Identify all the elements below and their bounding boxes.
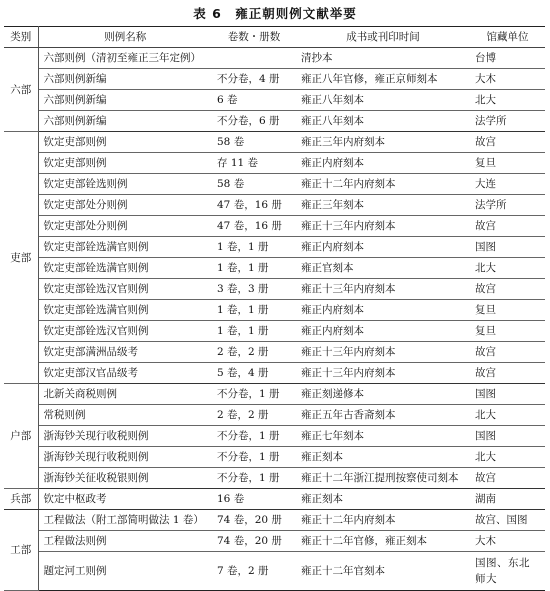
table-title <box>4 4 546 24</box>
table-row <box>4 279 545 300</box>
table-row <box>4 153 545 174</box>
holder-cell: 湖南 <box>470 489 545 510</box>
date-cell: 雍正十二年内府刻本 <box>296 174 470 195</box>
date-cell: 雍正八年刻本 <box>296 111 470 132</box>
table-row <box>4 510 545 531</box>
volumes-cell: 1 卷，1 册 <box>212 237 296 258</box>
name-cell: 六部则例新编 <box>38 69 212 90</box>
volumes-cell: 58 卷 <box>212 174 296 195</box>
header-date: 成书或刊印时间 <box>296 27 470 48</box>
volumes-cell: 7 卷，2 册 <box>212 552 296 591</box>
name-cell: 钦定吏部处分则例 <box>38 195 212 216</box>
holder-cell: 复旦 <box>470 321 545 342</box>
regulations-table <box>4 26 545 591</box>
date-cell: 雍正内府刻本 <box>296 237 470 258</box>
table-row <box>4 405 545 426</box>
table-row <box>4 69 545 90</box>
holder-cell: 故宫 <box>470 363 545 384</box>
date-cell: 雍正十二年内府刻本 <box>296 510 470 531</box>
holder-cell: 台博 <box>470 48 545 69</box>
name-cell: 六部则例新编 <box>38 90 212 111</box>
table-row <box>4 300 545 321</box>
holder-cell: 国图、东北师大 <box>470 552 545 591</box>
date-cell: 雍正十三年内府刻本 <box>296 363 470 384</box>
name-cell: 钦定吏部则例 <box>38 153 212 174</box>
holder-cell: 故宫 <box>470 216 545 237</box>
volumes-cell: 58 卷 <box>212 132 296 153</box>
name-cell: 浙海钞关征收税银则例 <box>38 468 212 489</box>
table-row <box>4 552 545 591</box>
table-number: 表 6 <box>193 6 222 21</box>
date-cell: 雍正内府刻本 <box>296 153 470 174</box>
holder-cell: 北大 <box>470 447 545 468</box>
holder-cell: 故宫、国图 <box>470 510 545 531</box>
date-cell: 雍正十三年内府刻本 <box>296 216 470 237</box>
holder-cell: 国图 <box>470 384 545 405</box>
category-cell: 六部 <box>4 48 38 132</box>
name-cell: 常税则例 <box>38 405 212 426</box>
category-cell: 户部 <box>4 384 38 489</box>
volumes-cell: 5 卷，4 册 <box>212 363 296 384</box>
date-cell: 雍正刻本 <box>296 447 470 468</box>
table-row <box>4 48 545 69</box>
header-category: 类别 <box>4 27 38 48</box>
name-cell: 钦定吏部铨选则例 <box>38 174 212 195</box>
holder-cell: 法学所 <box>470 111 545 132</box>
category-cell: 工部 <box>4 510 38 591</box>
date-cell: 雍正刻本 <box>296 489 470 510</box>
name-cell: 题定河工则例 <box>38 552 212 591</box>
table-row <box>4 195 545 216</box>
name-cell: 钦定吏部铨选满官则例 <box>38 300 212 321</box>
date-cell: 雍正八年刻本 <box>296 90 470 111</box>
holder-cell: 复旦 <box>470 300 545 321</box>
name-cell: 六部则例新编 <box>38 111 212 132</box>
table-caption: 雍正朝则例文献举要 <box>235 6 357 21</box>
volumes-cell: 不分卷，1 册 <box>212 384 296 405</box>
table-row <box>4 216 545 237</box>
table-row <box>4 426 545 447</box>
volumes-cell: 不分卷，1 册 <box>212 468 296 489</box>
holder-cell: 大木 <box>470 69 545 90</box>
volumes-cell: 16 卷 <box>212 489 296 510</box>
date-cell: 雍正内府刻本 <box>296 321 470 342</box>
date-cell: 雍正官刻本 <box>296 258 470 279</box>
holder-cell: 北大 <box>470 405 545 426</box>
holder-cell: 大连 <box>470 174 545 195</box>
name-cell: 六部则例（清初至雍正三年定例） <box>38 48 212 69</box>
category-cell: 吏部 <box>4 132 38 384</box>
volumes-cell: 3 卷，3 册 <box>212 279 296 300</box>
table-row <box>4 174 545 195</box>
date-cell: 雍正三年刻本 <box>296 195 470 216</box>
table-row <box>4 489 545 510</box>
volumes-cell: 不分卷，4 册 <box>212 69 296 90</box>
table-row <box>4 132 545 153</box>
date-cell: 雍正八年官修，雍正京师刻本 <box>296 69 470 90</box>
date-cell: 雍正刻递修本 <box>296 384 470 405</box>
volumes-cell: 2 卷，2 册 <box>212 405 296 426</box>
name-cell: 钦定吏部铨选汉官则例 <box>38 321 212 342</box>
holder-cell: 故宫 <box>470 279 545 300</box>
name-cell: 工程做法则例 <box>38 531 212 552</box>
header-holder: 馆藏单位 <box>470 27 545 48</box>
date-cell: 雍正五年古香斋刻本 <box>296 405 470 426</box>
volumes-cell: 存 11 卷 <box>212 153 296 174</box>
volumes-cell: 74 卷，20 册 <box>212 510 296 531</box>
date-cell: 清抄本 <box>296 48 470 69</box>
name-cell: 工程做法（附工部简明做法 1 卷） <box>38 510 212 531</box>
volumes-cell: 不分卷，1 册 <box>212 426 296 447</box>
table-row <box>4 111 545 132</box>
table-row <box>4 342 545 363</box>
date-cell: 雍正十二年官修，雍正刻本 <box>296 531 470 552</box>
table-row <box>4 363 545 384</box>
date-cell: 雍正内府刻本 <box>296 300 470 321</box>
header-volumes: 卷数・册数 <box>212 27 296 48</box>
name-cell: 浙海钞关现行收税则例 <box>38 426 212 447</box>
table-row <box>4 468 545 489</box>
date-cell: 雍正七年刻本 <box>296 426 470 447</box>
holder-cell: 故宫 <box>470 468 545 489</box>
holder-cell: 国图 <box>470 237 545 258</box>
table-row <box>4 258 545 279</box>
holder-cell: 北大 <box>470 258 545 279</box>
holder-cell: 法学所 <box>470 195 545 216</box>
volumes-cell: 不分卷，6 册 <box>212 111 296 132</box>
name-cell: 钦定吏部满洲品级考 <box>38 342 212 363</box>
category-cell: 兵部 <box>4 489 38 510</box>
volumes-cell: 不分卷，1 册 <box>212 447 296 468</box>
volumes-cell: 1 卷，1 册 <box>212 258 296 279</box>
date-cell: 雍正十二年官刻本 <box>296 552 470 591</box>
holder-cell: 大木 <box>470 531 545 552</box>
name-cell: 浙海钞关现行收税则例 <box>38 447 212 468</box>
name-cell: 钦定中枢政考 <box>38 489 212 510</box>
table-row <box>4 237 545 258</box>
holder-cell: 复旦 <box>470 153 545 174</box>
name-cell: 钦定吏部则例 <box>38 132 212 153</box>
table-row <box>4 384 545 405</box>
holder-cell: 故宫 <box>470 342 545 363</box>
name-cell: 北新关商税则例 <box>38 384 212 405</box>
volumes-cell: 1 卷，1 册 <box>212 321 296 342</box>
volumes-cell: 74 卷，20 册 <box>212 531 296 552</box>
date-cell: 雍正十三年内府刻本 <box>296 279 470 300</box>
volumes-cell: 47 卷，16 册 <box>212 195 296 216</box>
holder-cell: 北大 <box>470 90 545 111</box>
volumes-cell: 47 卷，16 册 <box>212 216 296 237</box>
volumes-cell: 2 卷，2 册 <box>212 342 296 363</box>
volumes-cell <box>212 48 296 69</box>
name-cell: 钦定吏部处分则例 <box>38 216 212 237</box>
name-cell: 钦定吏部铨选满官则例 <box>38 258 212 279</box>
table-row <box>4 531 545 552</box>
table-row <box>4 90 545 111</box>
holder-cell: 国图 <box>470 426 545 447</box>
date-cell: 雍正十三年内府刻本 <box>296 342 470 363</box>
header-row <box>4 27 545 48</box>
table-body <box>4 48 545 591</box>
holder-cell: 故宫 <box>470 132 545 153</box>
volumes-cell: 6 卷 <box>212 90 296 111</box>
name-cell: 钦定吏部铨选满官则例 <box>38 237 212 258</box>
name-cell: 钦定吏部汉官品级考 <box>38 363 212 384</box>
table-row <box>4 321 545 342</box>
header-name: 则例名称 <box>38 27 212 48</box>
name-cell: 钦定吏部铨选汉官则例 <box>38 279 212 300</box>
table-row <box>4 447 545 468</box>
volumes-cell: 1 卷，1 册 <box>212 300 296 321</box>
date-cell: 雍正三年内府刻本 <box>296 132 470 153</box>
date-cell: 雍正十二年浙江提刑按察使司刻本 <box>296 468 470 489</box>
